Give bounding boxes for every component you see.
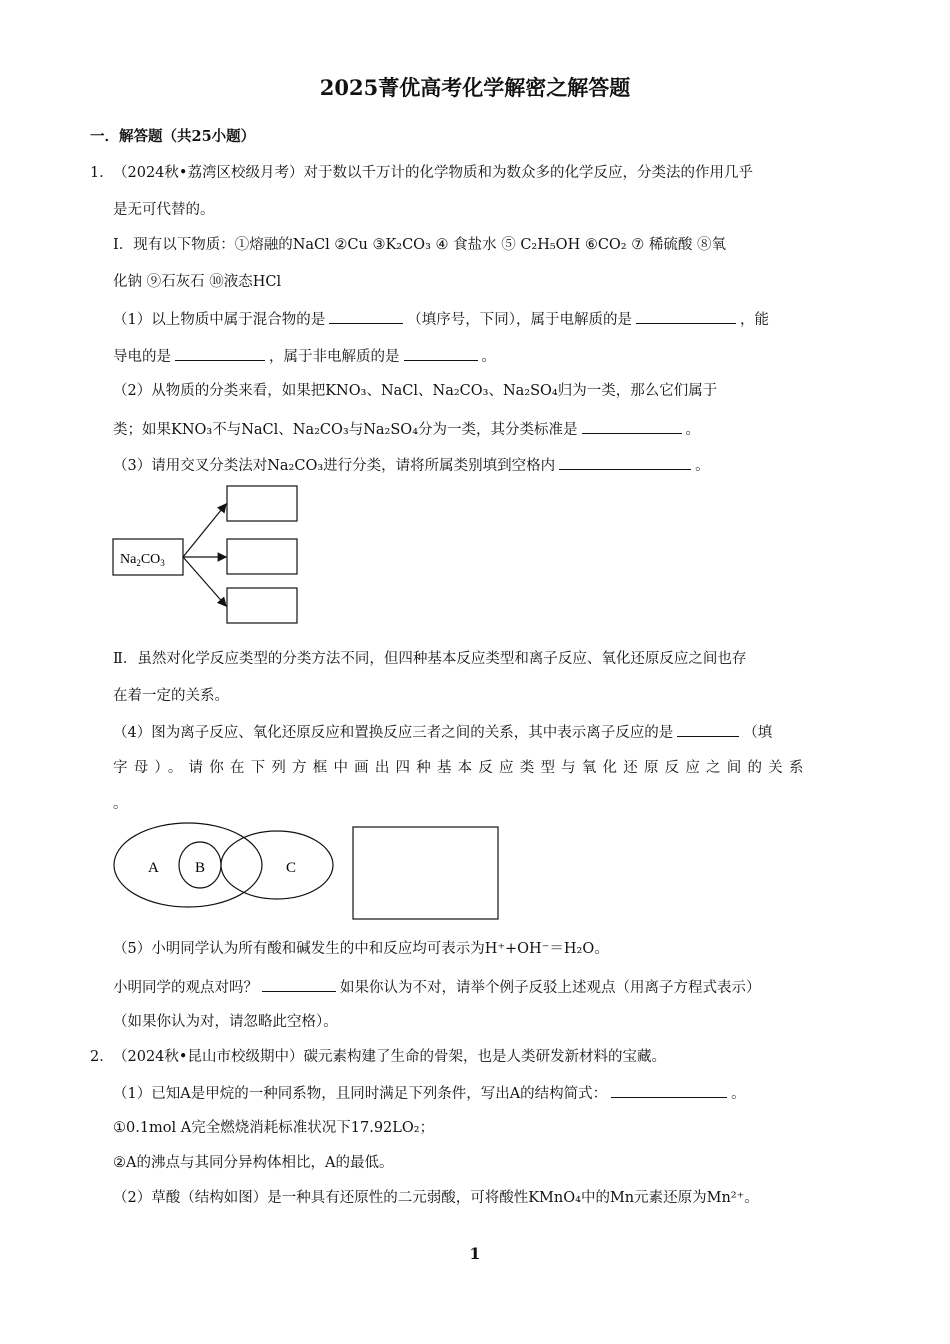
answer-blank-electrolyte[interactable] [636,308,736,324]
q1-sub1-text-a: （1）以上物质中属于混合物的是 [113,312,326,328]
answer-blank-structure[interactable] [611,1082,727,1098]
q2-sub1-text-a: （1）已知A是甲烷的一种同系物，且同时满足下列条件，写出A的结构简式： [113,1086,608,1102]
page-title: 2025菁优高考化学解密之解答题 [319,75,631,100]
page-number: 1 [469,1244,481,1263]
answer-blank-ionic-reaction[interactable] [677,721,739,737]
section-heading: 一．解答题（共25小题） [90,128,256,145]
q1-part1-line2: 化钠 ⑨石灰石 ⑩液态HCl [113,274,282,290]
q1-sub5-text-b: 如果你认为不对，请举个例子反驳上述观点（用离子方程式表示） [340,980,761,996]
q1-sub4-line2: 字母）。请你在下列方框中画出四种基本反应类型与氧化还原反应之间的关系 [113,760,810,776]
drawing-answer-box[interactable] [353,827,498,919]
answer-blank-mixture[interactable] [329,308,403,324]
q1-sub5-text-a: 小明同学的观点对吗？ [113,980,258,996]
q1-part1-line1: Ⅰ．现有以下物质：①熔融的NaCl ②Cu ③K₂CO₃ ④ 食盐水 ⑤ C₂H₅OH ⑥CO₂ ⑦ 稀硫酸 ⑧氧 [113,237,726,253]
q1-sub3-text-b: 。 [695,458,710,474]
venn-label-c: C [286,860,297,876]
q1-sub3-line [113,454,710,476]
cross-classification-diagram [110,482,310,627]
q1-part2-line1: Ⅱ．虽然对化学反应类型的分类方法不同，但四种基本反应类型和离子反应、氧化还原反应之间也存 [113,651,747,667]
venn-label-b: B [195,860,206,876]
q1-sub4-line3: 。 [113,796,128,812]
q1-sub1-text-b: （填序号，下同），属于电解质的是 [407,312,632,328]
q1-sub2-text-b: 。 [685,422,701,438]
answer-blank-nonelectrolyte[interactable] [404,345,478,361]
q2-number: 2． [90,1049,114,1065]
q1-stem-line1: （2024秋•荔湾区校级月考）对于数以千万计的化学物质和为数众多的化学反应，分类法的作用几乎 [113,165,753,181]
q1-sub1-text-f: 。 [481,349,496,365]
q1-part2-line2: 在着一定的关系。 [113,688,229,704]
q2-sub1-line [113,1082,746,1104]
q1-stem-line2: 是无可代替的。 [113,202,215,218]
answer-blank-conductive[interactable] [175,345,265,361]
q1-sub1-line1 [113,308,769,330]
q1-sub1-text-c: ，能 [739,312,769,328]
category-box-3[interactable] [227,588,297,623]
q1-number: 1． [90,165,114,181]
na2co3-label: $Na_2CO_3$ [120,552,165,568]
q1-sub1-text-e: ，属于非电解质的是 [269,349,400,365]
venn-diagram [110,822,510,922]
q1-sub4-text-a: （4）图为离子反应、氧化还原反应和置换反应三者之间的关系，其中表示离子反应的是 [113,725,674,741]
ellipse-a [114,823,262,907]
q1-sub2-line1: （2）从物质的分类来看，如果把KNO₃、NaCl、Na₂CO₃、Na₂SO₄归为一类，那么它们属于 [113,383,718,399]
category-box-1[interactable] [227,486,297,521]
q2-stem: （2024秋•昆山市校级期中）碳元素构建了生命的骨架，也是人类研发新材料的宝藏。 [113,1049,666,1065]
answer-blank-opinion[interactable] [262,976,336,992]
answer-blank-cross-classification[interactable] [559,454,691,470]
arrow-up [183,504,226,557]
q2-sub1-text-b: 。 [731,1086,746,1102]
venn-label-a: A [148,860,159,876]
q2-sub2-line: （2）草酸（结构如图）是一种具有还原性的二元弱酸，可将酸性KMnO₄中的Mn元素还原为Mn²⁺。 [113,1190,759,1206]
category-box-2[interactable] [227,539,297,574]
q2-condition-1: ①0.1mol A完全燃烧消耗标准状况下17.92LO₂； [113,1120,435,1136]
q1-sub1-text-d: 导电的是 [113,349,171,365]
q1-sub5-line1: （5）小明同学认为所有酸和碱发生的中和反应均可表示为H⁺+OH⁻＝H₂O。 [113,941,609,957]
arrow-down [183,557,226,606]
q1-sub2-line2 [113,418,700,440]
q1-sub4-text-b: （填 [743,725,773,741]
q2-condition-2: ②A的沸点与其同分异构体相比，A的最低。 [113,1155,394,1171]
q1-sub3-text-a: （3）请用交叉分类法对Na₂CO₃进行分类，请将所属类别填到空格内 [113,458,556,474]
q1-sub2-text-a: 类；如果KNO₃不与NaCl、Na₂CO₃与Na₂SO₄分为一类，其分类标准是 [113,422,578,438]
q1-sub5-line2 [113,976,761,998]
q1-sub4-line1 [113,721,772,743]
q1-sub1-line2 [113,345,496,367]
answer-blank-classification-standard[interactable] [582,418,682,434]
q1-sub5-line3: （如果你认为对，请忽略此空格）。 [113,1014,338,1030]
ellipse-c [221,831,333,899]
